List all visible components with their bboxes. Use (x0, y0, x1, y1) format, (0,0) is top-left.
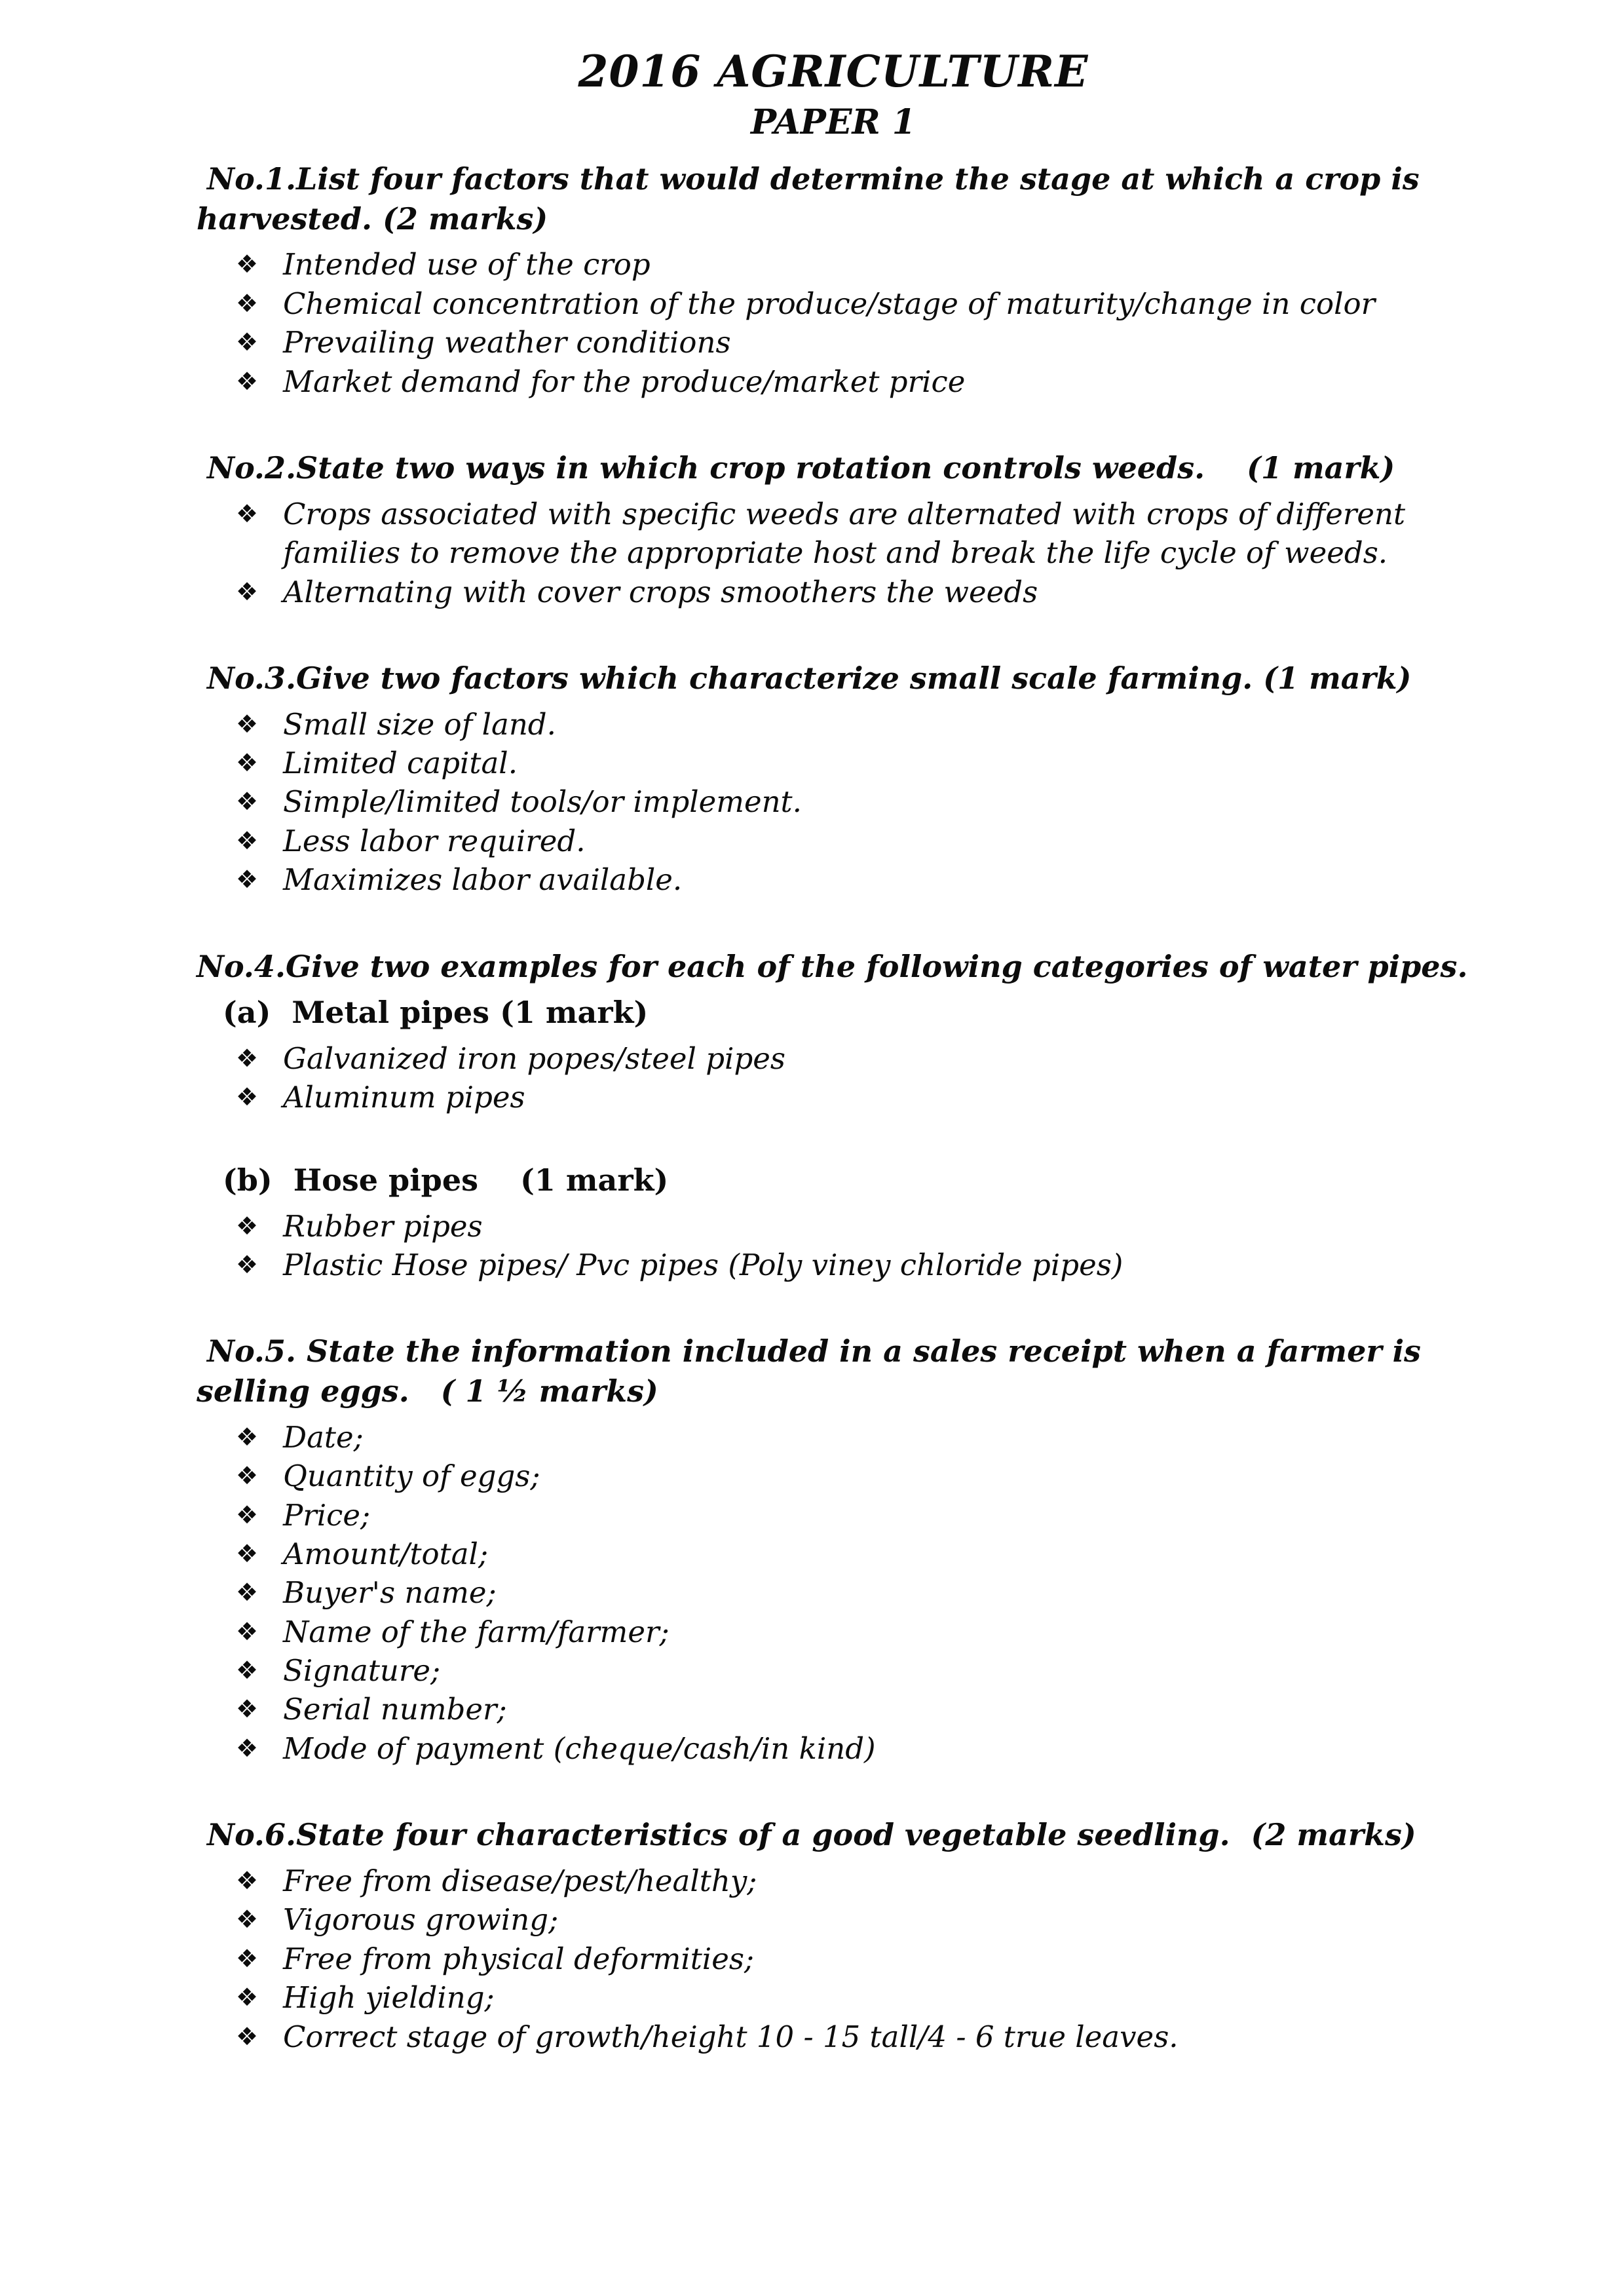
answer-item (236, 284, 1470, 323)
answer-item (236, 362, 1470, 401)
question-heading: No.2.State two ways in which crop rotation controls weeds. (1 mark) (197, 450, 1395, 486)
answer-item (236, 1862, 1470, 1900)
answer-text: Signature; (283, 1653, 441, 1689)
question-heading: No.4.Give two examples for each of the following categories of water pipes. (197, 948, 1468, 984)
document-title: 2016 AGRICULTURE (578, 46, 1089, 97)
diamond-bullet-icon: ❖ (236, 1617, 259, 1646)
answer-text: Plastic Hose pipes/ Pvc pipes (Poly viney chloride pipes) (283, 1247, 1124, 1282)
question-heading: No.1.List four factors that would determine the stage at which a crop is harvested. (2 marks) (197, 161, 1430, 237)
answer-item (236, 1535, 1470, 1573)
answer-item (236, 744, 1470, 782)
diamond-bullet-icon: ❖ (236, 1578, 259, 1607)
document-subtitle: PAPER 1 (751, 102, 916, 142)
answer-item (236, 1418, 1470, 1457)
answer-list (236, 495, 1470, 611)
question-block (197, 1815, 1470, 2056)
subpart-label: (b) Hose pipes (1 mark) (223, 1162, 669, 1198)
answer-list (236, 1862, 1470, 2056)
answer-text: Intended use of the crop (283, 247, 651, 282)
answer-item (236, 1690, 1470, 1729)
answer-text: Small size of land. (283, 706, 556, 742)
diamond-bullet-icon: ❖ (236, 709, 259, 738)
diamond-bullet-icon: ❖ (236, 366, 259, 396)
answer-text: Free from physical deformities; (283, 1941, 755, 1976)
answer-text: Mode of payment (cheque/cash/in kind) (283, 1731, 876, 1766)
answer-item (236, 1651, 1470, 1690)
diamond-bullet-icon: ❖ (236, 250, 259, 279)
diamond-bullet-icon: ❖ (236, 748, 259, 777)
answer-item (236, 1496, 1470, 1535)
answer-text: Serial number; (283, 1692, 507, 1727)
diamond-bullet-icon: ❖ (236, 1422, 259, 1451)
answer-text: Price; (283, 1497, 371, 1533)
diamond-bullet-icon: ❖ (236, 1943, 259, 1973)
diamond-bullet-icon: ❖ (236, 826, 259, 855)
answer-text: Date; (283, 1419, 364, 1455)
answer-item (236, 782, 1470, 821)
answer-text: Crops associated with specific weeds are alternated with crops of different families to remove the appropriate host and break the life cycle of weeds. (283, 496, 1406, 571)
subpart-label: (a) Metal pipes (1 mark) (223, 995, 649, 1031)
diamond-bullet-icon: ❖ (236, 1866, 259, 1895)
answer-item (236, 1613, 1470, 1651)
diamond-bullet-icon: ❖ (236, 577, 259, 606)
question-block (197, 1331, 1470, 1768)
answer-text: Free from disease/pest/healthy; (283, 1863, 757, 1898)
answer-item (236, 1573, 1470, 1612)
diamond-bullet-icon: ❖ (236, 865, 259, 894)
diamond-bullet-icon: ❖ (236, 288, 259, 318)
answer-text: Buyer's name; (283, 1575, 497, 1611)
diamond-bullet-icon: ❖ (236, 787, 259, 816)
questions-container (197, 159, 1470, 2056)
question-block (197, 947, 1470, 1285)
diamond-bullet-icon: ❖ (236, 1500, 259, 1529)
answer-text: Rubber pipes (283, 1208, 483, 1244)
answer-text: Vigorous growing; (283, 1902, 559, 1938)
diamond-bullet-icon: ❖ (236, 499, 259, 528)
answer-item (236, 822, 1470, 860)
answer-item (236, 1940, 1470, 1978)
answer-item (236, 1078, 1470, 1117)
answer-text: Amount/total; (283, 1536, 489, 1571)
answer-text: Chemical concentration of the produce/stage of maturity/change in color (283, 286, 1376, 321)
answer-text: Alternating with cover crops smoothers the weeds (283, 574, 1038, 609)
answer-text: Limited capital. (283, 746, 518, 780)
answer-list (236, 245, 1470, 401)
answer-item (236, 1729, 1470, 1768)
question-block (197, 159, 1470, 401)
answer-item (236, 1207, 1470, 1246)
answer-text: Simple/limited tools/or implement. (283, 784, 802, 820)
question-block (197, 659, 1470, 900)
diamond-bullet-icon: ❖ (236, 1211, 259, 1240)
diamond-bullet-icon: ❖ (236, 1461, 259, 1491)
answer-list (236, 1039, 1470, 1117)
answer-text: High yielding; (283, 1980, 495, 2016)
answer-list (236, 1418, 1470, 1769)
diamond-bullet-icon: ❖ (236, 2021, 259, 2051)
answer-item (236, 705, 1470, 744)
diamond-bullet-icon: ❖ (236, 1694, 259, 1724)
answer-text: Galvanized iron popes/steel pipes (283, 1041, 785, 1076)
answer-text: Less labor required. (283, 823, 586, 858)
answer-text: Market demand for the produce/market price (283, 364, 966, 399)
answer-item (236, 1900, 1470, 1939)
answer-item (236, 860, 1470, 899)
question-heading: No.3.Give two factors which characterize small scale farming. (1 mark) (197, 660, 1412, 696)
answer-item (236, 1457, 1470, 1495)
diamond-bullet-icon: ❖ (236, 1250, 259, 1279)
answer-item (236, 323, 1470, 362)
answer-text: Name of the farm/farmer; (283, 1614, 670, 1649)
answer-item (236, 495, 1470, 573)
answer-list (236, 705, 1470, 900)
diamond-bullet-icon: ❖ (236, 1082, 259, 1112)
answer-item (236, 1246, 1470, 1284)
answer-text: Correct stage of growth/height 10 - 15 tall/4 - 6 true leaves. (283, 2019, 1179, 2054)
answer-text: Aluminum pipes (283, 1080, 525, 1115)
diamond-bullet-icon: ❖ (236, 1539, 259, 1568)
question-heading: No.6.State four characteristics of a good vegetable seedling. (2 marks) (197, 1817, 1416, 1853)
answer-text: Quantity of eggs; (283, 1459, 540, 1494)
answer-item (236, 1978, 1470, 2017)
question-block (197, 448, 1470, 611)
answer-text: Maximizes labor available. (283, 862, 683, 898)
answer-text: Prevailing weather conditions (283, 325, 731, 360)
diamond-bullet-icon: ❖ (236, 1656, 259, 1685)
answer-item (236, 573, 1470, 611)
diamond-bullet-icon: ❖ (236, 1044, 259, 1073)
question-heading: No.5. State the information included in a sales receipt when a farmer is selling eggs. ( 1 ½ marks) (197, 1333, 1431, 1409)
diamond-bullet-icon: ❖ (236, 328, 259, 357)
answer-item (236, 1039, 1470, 1078)
diamond-bullet-icon: ❖ (236, 1905, 259, 1934)
diamond-bullet-icon: ❖ (236, 1733, 259, 1763)
answer-item (236, 2018, 1470, 2056)
answer-list (236, 1207, 1470, 1285)
diamond-bullet-icon: ❖ (236, 1983, 259, 2012)
answer-item (236, 245, 1470, 284)
